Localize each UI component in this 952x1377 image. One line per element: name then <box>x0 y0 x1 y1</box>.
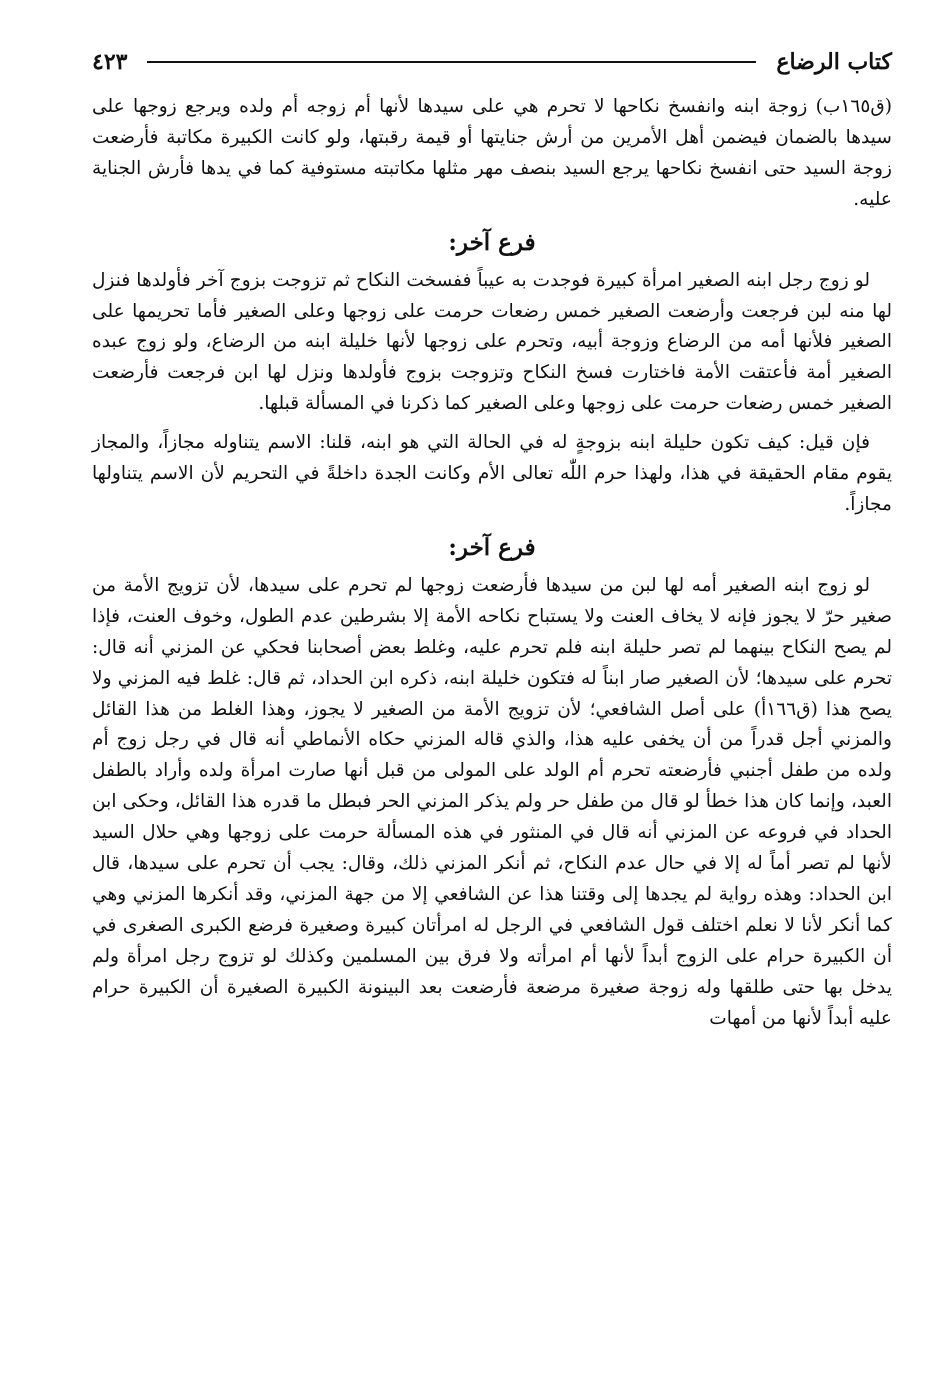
section-1-paragraph-1: لو زوج رجل ابنه الصغير امرأة كبيرة فوجدت به عيباً ففسخت النكاح ثم تزوجت بزوج آخر فأولدها فنزل لها منه لبن فرجعت وأرضعت الصغير خمس رضعات حرمت على زوجها وعلى الصغير فأما تحريمها على الصغير فلأنها أمه من الرضاع وزوجة أبيه، وتحرم على زوجها لأنها خليلة ابنه من الرضاع، ولو زوج عبده الصغير أمة فأعتقت الأمة فاختارت فسخ النكاح وتزوجت بزوج فأولدها ونزل لها ابن فرجعت فأرضعت الصغير خمس رضعات حرمت على زوجها وعلى الصغير كما ذكرنا في المسألة قبلها. <box>92 269 892 415</box>
section-heading-2: فرع آخر: <box>448 533 536 561</box>
section-heading-1: فرع آخر: <box>448 228 536 256</box>
section-1-paragraph-2: فإن قيل: كيف تكون حليلة ابنه بزوجةٍ له في الحالة التي هو ابنه، قلنا: الاسم يتناوله مجازاً، والمجاز يقوم مقام الحقيقة في هذا، ولهذا حرم اللّٰه تعالى الأم وكانت الجدة داخلةً في التحريم لأن الاسم يتناولها مجازاً. <box>92 432 892 515</box>
running-header <box>92 40 892 84</box>
page-number: ٤٢٣ <box>92 49 128 75</box>
book-page <box>92 40 892 1357</box>
section-2-paragraph-1: لو زوج ابنه الصغير أمه لها لبن من سيدها فأرضعت زوجها لم تحرم على سيدها، لأن تزويج الأمة من صغير حرّ لا يجوز فإنه لا يخاف العنت ولا يستباح نكاحه الأمة إلا بشرطين عدم الطول، وخوف العنت، فإذا لم يصح النكاح بينهما لم تصر حليلة ابنه فلم تحرم عليه، وغلط بعض أصحابنا فحكي عن المزني أنه قال: تحرم على سيدها؛ لأن الصغير صار ابناً له فتكون خليلة ابنه، ذكره ابن الحداد، ثم قال: غلط فيه المزني ولا يصح هذا (ق١٦٦أ) على أصل الشافعي؛ لأن تزويج الأمة من الصغير لا يجوز، وهذا الغلط من هذا القائل والمزني أجل قدراً من أن يخفى عليه هذا، والذي قاله المزني حكاه الأنماطي أنه قال في رجل زوج أم ولده من طفل أجنبي فأرضعته تحرم أم الولد على المولى من قبل أنها صارت امرأة ولده وأراد بالطفل العبد، وإنما كان هذا خطأ لو قال من طفل حر ولم يذكر المزني الحر فبطل ما قدره هذا القائل، وحكى ابن الحداد في فروعه عن المزني أنه قال في المنثور في هذه المسألة حرمت على زوجها وهي حلال السيد لأنها لم تصر أماً له إلا في حال عدم النكاح، ثم أنكر المزني ذلك، وقال: يجب أن تحرم على سيدها، قال ابن الحداد: وهذه رواية لم يجدها إلى وقتنا هذا عن الشافعي إلا من جهة المزني، وقد أنكرها المزني وهي كما أنكر لأنا لا نعلم اختلف قول الشافعي في الرجل له امرأتان كبيرة وصغيرة فرضع الكبرى الصغرى في أن الكبيرة حرام على الزوج أبداً لأنها أم امرأته ولا فرق بين المسلمين وكذلك لو تزوج رجل امرأة ولم يدخل بها حتى طلقها وله زوجة صغيرة مرضعة فأرضعت بعد البينونة الكبيرة الصغيرة أن الكبيرة حرام عليه أبداً لأنها من أمهات <box>92 574 892 1029</box>
book-title: كتاب الرضاع <box>776 49 892 75</box>
intro-paragraph: (ق١٦٥ب) زوجة ابنه وانفسخ نكاحها لا تحرم هي على سيدها لأنها أم زوجه أم ولده ويرجع زوجها على سيدها بالضمان فيضمن أهل الأمرين من أرش جنايتها أو قيمة رقبتها، ولو كانت الكبيرة مكاتبة فأرضعت زوجة السيد حتى انفسخ نكاحها يرجع السيد بنصف مهر مثلها مكاتبته مستوفية كما في يدها فأرش الجناية عليه. <box>92 96 892 210</box>
page-body <box>92 92 892 1034</box>
header-rule <box>147 61 756 63</box>
